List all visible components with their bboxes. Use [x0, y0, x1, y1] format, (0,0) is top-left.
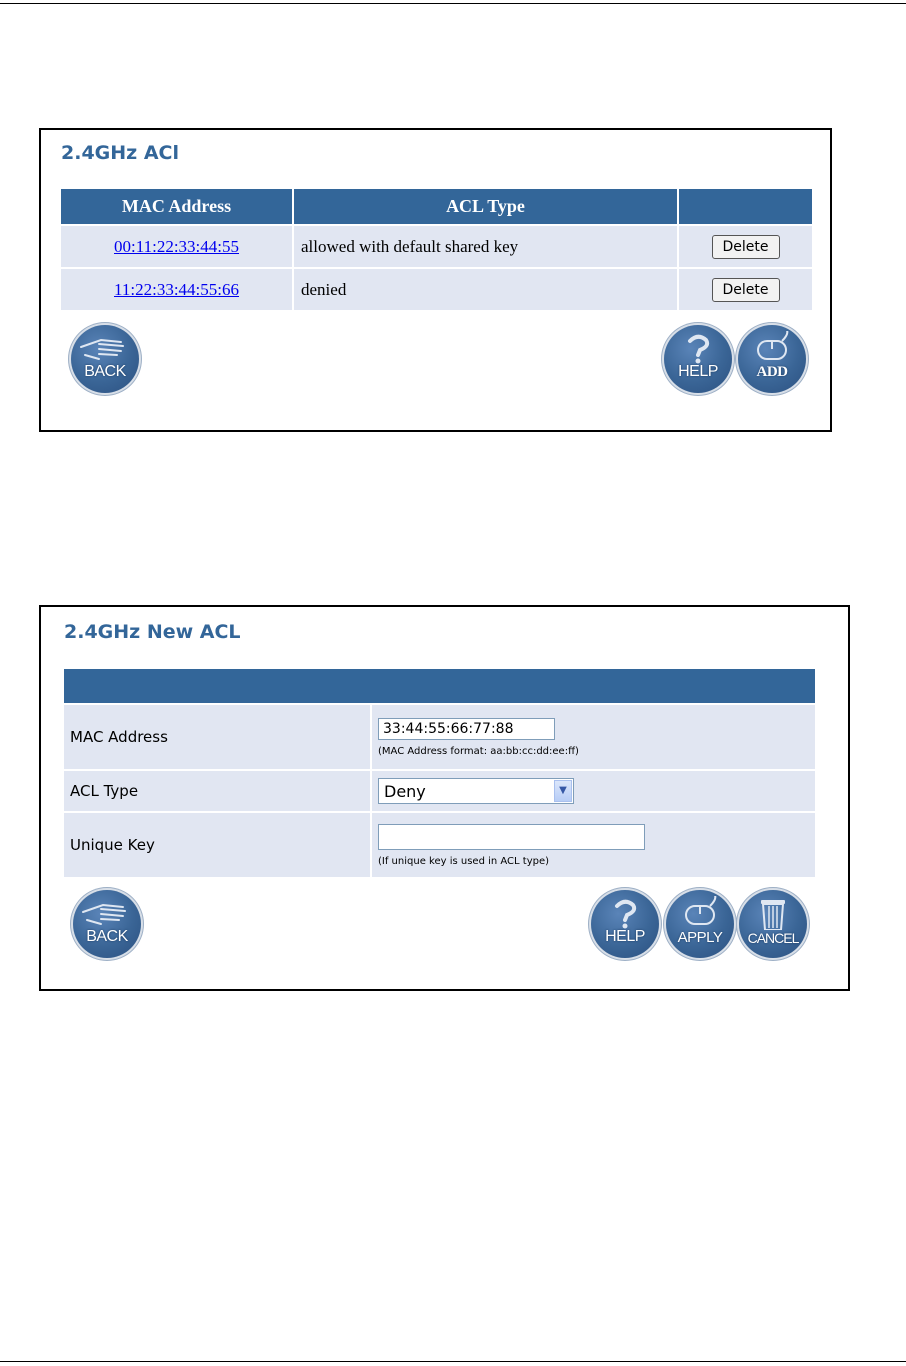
unique-key-input[interactable]: [378, 824, 645, 850]
add-button[interactable]: [738, 325, 806, 393]
acl-list-title: 2.4GHz ACl: [61, 142, 179, 164]
mouse-icon: [666, 896, 734, 930]
mac-address-hint: (MAC Address format: aa:bb:cc:dd:ee:ff): [378, 745, 579, 757]
form-row-acl-type: [64, 770, 815, 812]
mouse-icon: [738, 331, 806, 365]
acl-type-label: ACL Type: [64, 770, 371, 812]
unique-key-hint: (If unique key is used in ACL type): [378, 855, 550, 867]
help-label: HELP: [678, 363, 718, 380]
acl-table-header: [61, 189, 812, 225]
help-label: HELP: [605, 928, 645, 945]
new-acl-form: [64, 669, 815, 877]
mac-link[interactable]: 00:11:22:33:44:55: [114, 236, 239, 256]
acl-list-panel: [39, 128, 832, 432]
trash-can-icon: [739, 896, 807, 930]
pointing-hand-icon: [73, 896, 141, 930]
mac-link[interactable]: 11:22:33:44:55:66: [114, 279, 239, 299]
mac-address-input[interactable]: [378, 718, 555, 740]
pointing-hand-icon: [71, 331, 139, 365]
col-action: [678, 189, 812, 225]
action-cell: [678, 225, 812, 268]
unique-key-label: Unique Key: [64, 812, 371, 877]
acl-type-selected: Deny: [384, 782, 426, 801]
cancel-button[interactable]: [739, 890, 807, 958]
form-row-mac: [64, 704, 815, 770]
help-button[interactable]: [591, 890, 659, 958]
delete-button[interactable]: Delete: [712, 235, 780, 259]
back-label: BACK: [84, 363, 126, 380]
back-label: BACK: [86, 928, 128, 945]
cancel-label: CANCEL: [747, 930, 799, 946]
col-mac-address: MAC Address: [61, 189, 293, 225]
delete-button[interactable]: Delete: [712, 278, 780, 302]
add-label: ADD: [756, 364, 788, 380]
chevron-down-icon[interactable]: ▼: [554, 780, 572, 802]
acl-table: [61, 189, 812, 310]
new-acl-title: 2.4GHz New ACL: [64, 621, 241, 643]
apply-label: APPLY: [677, 929, 723, 946]
bottom-rule: [0, 1361, 906, 1362]
form-header: [64, 669, 815, 704]
back-button[interactable]: [71, 325, 139, 393]
help-button[interactable]: [664, 325, 732, 393]
mac-cell: [61, 225, 293, 268]
table-row: [61, 225, 812, 268]
question-mark-icon: [591, 896, 659, 930]
top-rule: [0, 3, 906, 4]
table-row: [61, 268, 812, 310]
acl-type-select[interactable]: [378, 778, 574, 804]
back-button[interactable]: [73, 890, 141, 958]
new-acl-panel: [39, 605, 850, 991]
apply-button[interactable]: [666, 890, 734, 958]
acl-type-cell: allowed with default shared key: [293, 225, 678, 268]
mac-address-label: MAC Address: [64, 704, 371, 770]
acl-type-cell: denied: [293, 268, 678, 310]
question-mark-icon: [664, 331, 732, 365]
col-acl-type: ACL Type: [293, 189, 678, 225]
action-cell: [678, 268, 812, 310]
form-row-unique-key: [64, 812, 815, 877]
mac-cell: [61, 268, 293, 310]
